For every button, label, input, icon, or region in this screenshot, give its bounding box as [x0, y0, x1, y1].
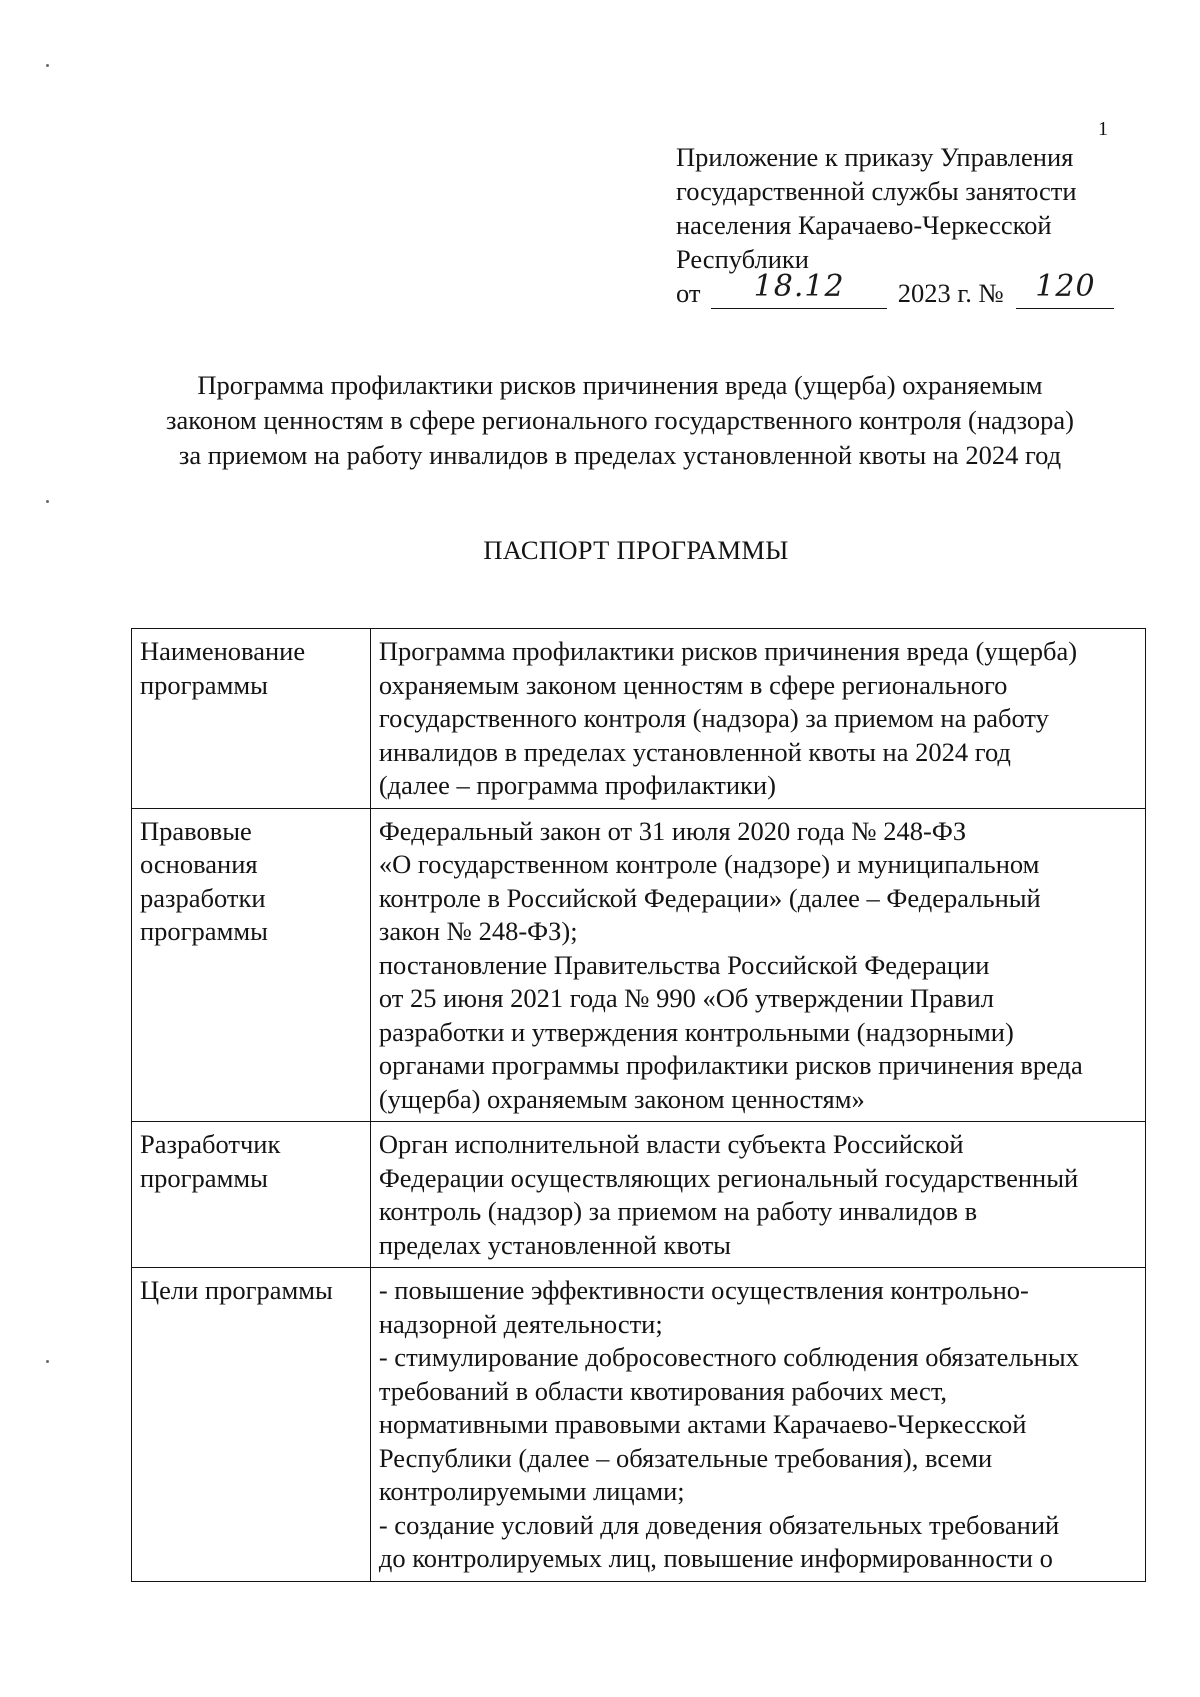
row-label-cell [132, 1268, 371, 1582]
scan-dot [46, 500, 49, 503]
row-value-cell [370, 1268, 1145, 1582]
value-line: - повышение эффективности осуществления контрольно- [378, 1275, 1029, 1305]
table-row [132, 1268, 1146, 1582]
handwritten-date: 18.12 [753, 269, 845, 304]
row-label-cell [132, 808, 371, 1122]
passport-table [131, 628, 1146, 1582]
document-title [140, 368, 1100, 473]
scan-dot [46, 64, 49, 67]
value-line: - стимулирование добросовестного соблюдения обязательных [378, 1342, 1079, 1372]
row-label-cell [132, 629, 371, 809]
value-line: охраняемым законом ценностям в сфере регионального [378, 669, 1008, 700]
scan-dot [46, 1360, 49, 1363]
value-line: Программа профилактики рисков причинения вреда (ущерба) [378, 636, 1078, 666]
approval-date-line [676, 269, 1146, 310]
value-line: Республики (далее – обязательные требования), всеми [378, 1442, 993, 1473]
value-line: надзорной деятельности; [378, 1308, 663, 1339]
table-row [132, 1122, 1146, 1268]
value-line: органами программы профилактики рисков причинения вреда [378, 1050, 1083, 1080]
passport-heading: ПАСПОРТ ПРОГРАММЫ [483, 535, 789, 565]
row-value-cell [370, 629, 1145, 809]
table-row [132, 629, 1146, 809]
value-line: пределах установленной квоты [378, 1229, 731, 1260]
approval-line: Приложение к приказу Управления [676, 142, 1074, 172]
label-line: основания [140, 849, 258, 879]
approval-line: Республики [676, 244, 809, 274]
label-line: Наименование [140, 636, 306, 666]
value-line: (ущерба) охраняемым законом ценностям» [378, 1083, 865, 1114]
number-fill-field [1016, 269, 1114, 309]
label-line: Разработчик [140, 1129, 281, 1159]
row-value-cell [370, 1122, 1145, 1268]
value-line: (далее – программа профилактики) [378, 770, 776, 800]
value-line: до контролируемых лиц, повышение информированности о [378, 1543, 1053, 1573]
value-line: разработки и утверждения контрольными (надзорными) [378, 1016, 1014, 1047]
date-prefix: от [676, 278, 701, 308]
value-line: государственного контроля (надзора) за приемом на работу [378, 703, 1049, 733]
value-line: инвалидов в пределах установленной квоты на 2024 год [378, 736, 1011, 767]
value-line: контролируемыми лицами; [378, 1476, 685, 1506]
date-fill-field [711, 269, 887, 309]
label-line: программы [140, 669, 268, 700]
title-line: Программа профилактики рисков причинения вреда (ущерба) охраняемым [197, 370, 1043, 400]
title-line: за приемом на работу инвалидов в пределах установленной квоты на 2024 год [178, 440, 1062, 470]
value-line: закон № 248-ФЗ); [378, 916, 578, 946]
value-line: постановление Правительства Российской Федерации [378, 949, 990, 980]
approval-block [676, 140, 1146, 310]
label-line: программы [140, 916, 268, 946]
value-line: контроль (надзор) за приемом на работу инвалидов в [378, 1196, 978, 1226]
label-line: Цели программы [140, 1275, 333, 1305]
value-line: нормативными правовыми актами Карачаево-Черкесской [378, 1409, 1027, 1439]
value-line: от 25 июня 2021 года № 990 «Об утверждении Правил [378, 983, 995, 1013]
row-value-cell [370, 808, 1145, 1122]
value-line: Орган исполнительной власти субъекта Российской [378, 1129, 964, 1159]
title-line: законом ценностям в сфере регионального государственного контроля (надзора) [165, 405, 1075, 435]
approval-line: населения Карачаево-Черкесской [676, 210, 1052, 240]
value-line: контроле в Российской Федерации» (далее – Федеральный [378, 882, 1041, 913]
value-line: Федерации осуществляющих региональный государственный [378, 1162, 1079, 1193]
label-line: разработки [140, 882, 266, 913]
approval-line: государственной службы занятости [676, 176, 1077, 206]
value-line: требований в области квотирования рабочих мест, [378, 1375, 948, 1406]
page-number: 1 [1098, 118, 1108, 140]
value-line: «О государственном контроле (надзоре) и муниципальном [378, 849, 1040, 879]
row-label-cell [132, 1122, 371, 1268]
year-text: 2023 г. № [897, 278, 1004, 308]
label-line: Правовые [140, 815, 252, 846]
table-row [132, 808, 1146, 1122]
handwritten-number: 120 [1035, 269, 1096, 304]
value-line: Федеральный закон от 31 июля 2020 года № 248-ФЗ [378, 815, 967, 846]
value-line: - создание условий для доведения обязательных требований [378, 1509, 1060, 1540]
label-line: программы [140, 1162, 268, 1193]
